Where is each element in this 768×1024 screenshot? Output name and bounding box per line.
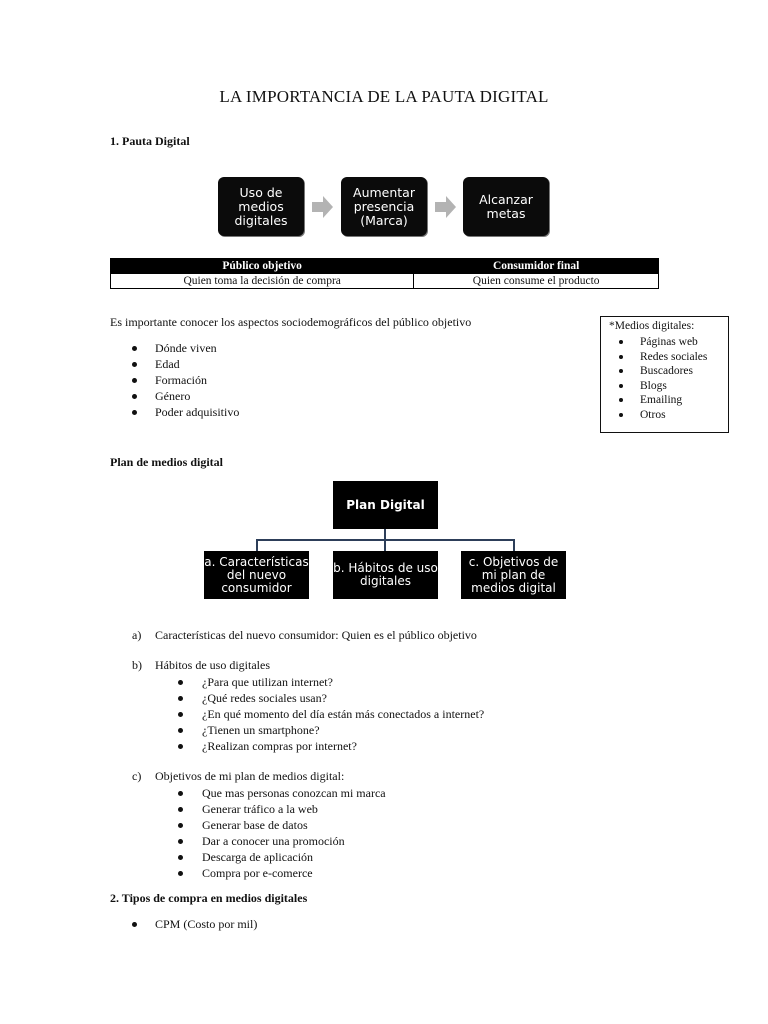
list-item: Dónde viven — [132, 341, 432, 357]
list-item: Generar tráfico a la web — [178, 802, 578, 818]
audience-table — [110, 258, 659, 289]
list-item: Que mas personas conozcan mi marca — [178, 786, 578, 802]
org-connector — [513, 539, 515, 551]
medios-digitales-title: *Medios digitales: — [609, 320, 695, 332]
section-1-heading: 1. Pauta Digital — [110, 134, 190, 148]
list-item: ¿Realizan compras por internet? — [178, 739, 578, 755]
list-item: Dar a conocer una promoción — [178, 834, 578, 850]
list-item: ¿En qué momento del día están más conectados a internet? — [178, 707, 578, 723]
flow-arrow-1-icon — [312, 196, 334, 218]
item-b-marker: b) — [132, 658, 142, 672]
medios-digitales-list — [619, 336, 724, 423]
list-item: Compra por e-comerce — [178, 866, 578, 882]
list-item: ¿Qué redes sociales usan? — [178, 691, 578, 707]
section-2-heading: 2. Tipos de compra en medios digitales — [110, 891, 308, 905]
list-item: Buscadores — [619, 365, 724, 380]
list-item: CPM (Costo por mil) — [132, 917, 432, 933]
org-child-b: b. Hábitos de uso digitales — [333, 551, 438, 599]
item-a-text: Características del nuevo consumidor: Quien es el público objetivo — [155, 628, 477, 642]
org-child-a: a. Características del nuevo consumidor — [204, 551, 309, 599]
list-item: Páginas web — [619, 336, 724, 351]
list-item: Descarga de aplicación — [178, 850, 578, 866]
list-item: Generar base de datos — [178, 818, 578, 834]
list-item: Otros — [619, 409, 724, 424]
flow-arrow-2-icon — [435, 196, 457, 218]
plan-heading: Plan de medios digital — [110, 455, 224, 469]
page-title: LA IMPORTANCIA DE LA PAUTA DIGITAL — [219, 87, 549, 106]
list-item: Redes sociales — [619, 351, 724, 366]
list-item: Blogs — [619, 380, 724, 395]
flow-step-3: Alcanzar metas — [463, 177, 549, 236]
sociodemographic-list — [132, 341, 432, 421]
list-item: Edad — [132, 357, 432, 373]
table-header-publico: Público objetivo — [111, 259, 414, 274]
list-item: ¿Para que utilizan internet? — [178, 675, 578, 691]
list-item: Emailing — [619, 394, 724, 409]
org-connector — [256, 539, 258, 551]
medios-digitales-box — [600, 316, 729, 433]
flow-step-2: Aumentar presencia (Marca) — [341, 177, 427, 236]
org-root-plan-digital: Plan Digital — [333, 481, 438, 529]
list-item: Formación — [132, 373, 432, 389]
item-b-text: Hábitos de uso digitales — [155, 658, 270, 672]
table-cell-consumidor: Quien consume el producto — [414, 274, 659, 289]
org-child-c: c. Objetivos de mi plan de medios digital — [461, 551, 566, 599]
list-item: Género — [132, 389, 432, 405]
flow-step-1: Uso de medios digitales — [218, 177, 304, 236]
list-item: Poder adquisitivo — [132, 405, 432, 421]
item-a-marker: a) — [132, 628, 142, 642]
objetivos-list — [178, 786, 578, 882]
table-cell-publico: Quien toma la decisión de compra — [111, 274, 414, 289]
intro-text: Es importante conocer los aspectos sociodemográficos del público objetivo — [110, 315, 472, 329]
tipos-compra-list — [132, 917, 432, 933]
table-header-consumidor: Consumidor final — [414, 259, 659, 274]
org-connector — [384, 539, 386, 551]
item-c-marker: c) — [132, 769, 142, 783]
list-item: ¿Tienen un smartphone? — [178, 723, 578, 739]
item-c-text: Objetivos de mi plan de medios digital: — [155, 769, 345, 783]
habitos-list — [178, 675, 578, 755]
